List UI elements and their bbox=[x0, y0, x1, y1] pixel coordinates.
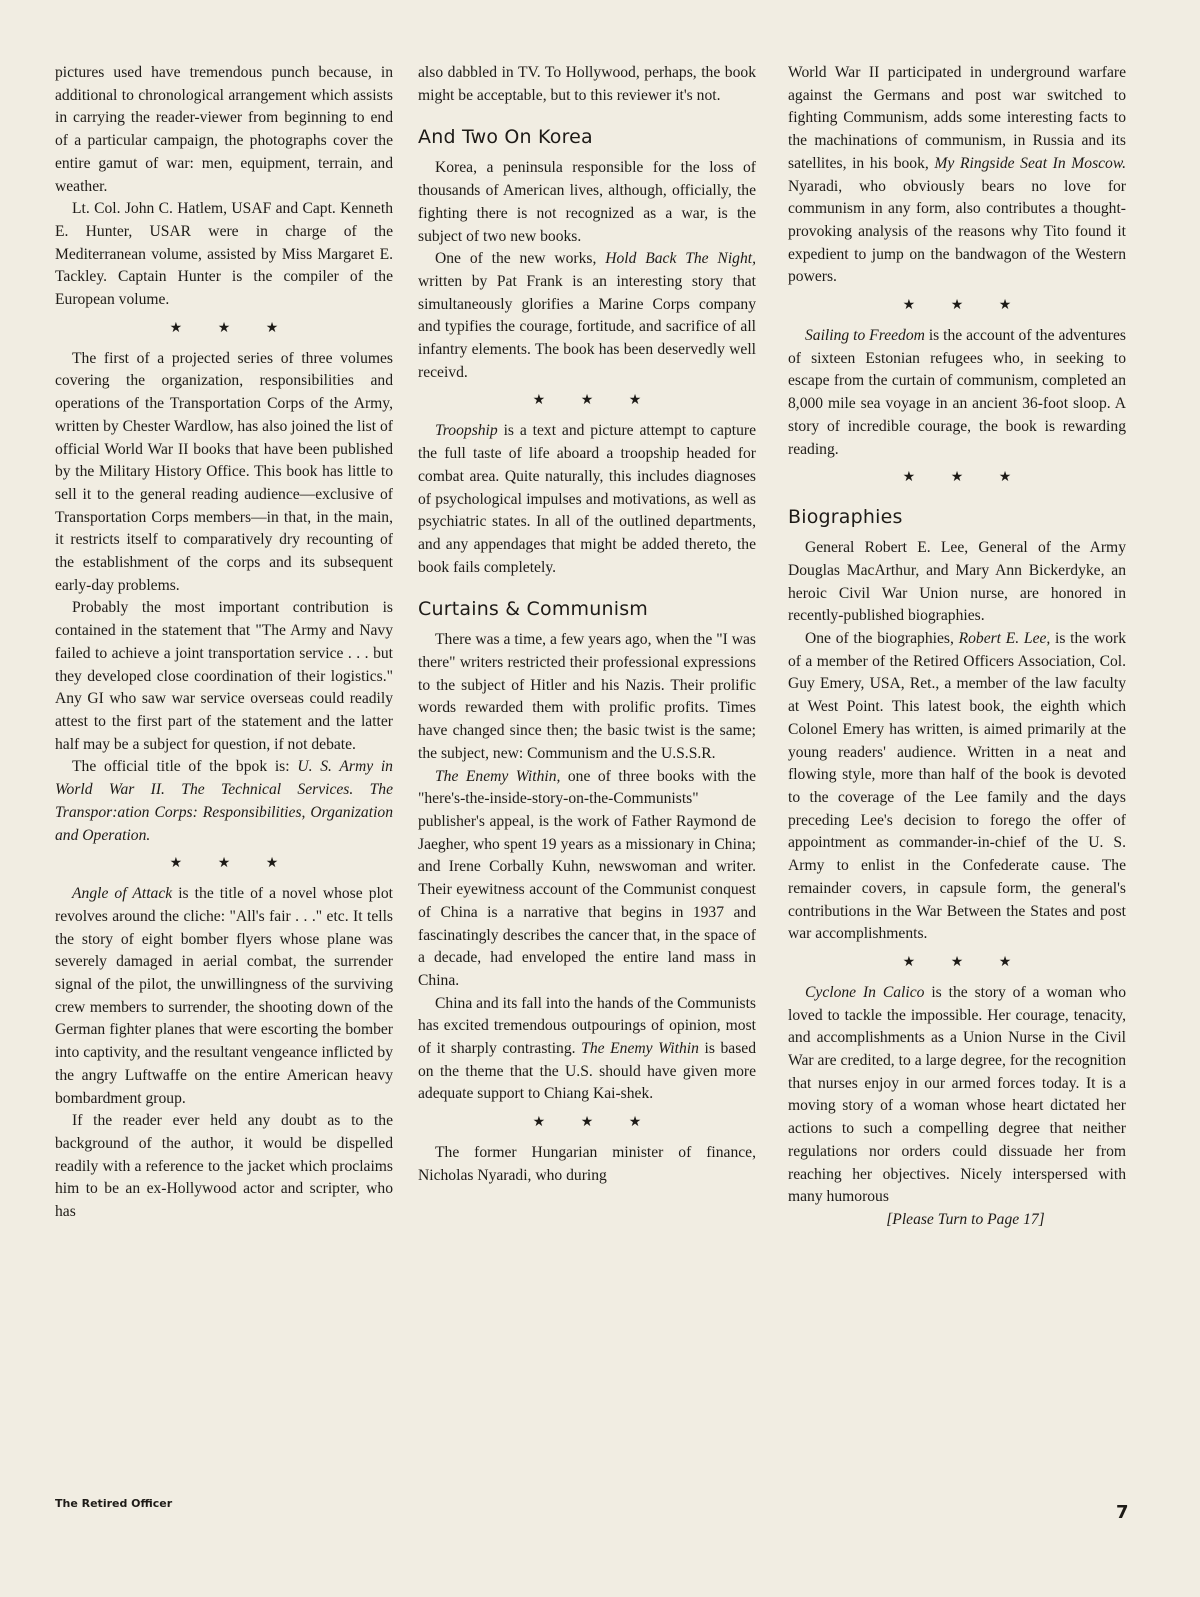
section-separator: ★ ★ ★ bbox=[532, 393, 658, 409]
paragraph bbox=[418, 766, 756, 993]
section-separator: ★ ★ ★ bbox=[532, 1115, 658, 1131]
book-title: Hold Back The Night, bbox=[605, 250, 756, 268]
paragraph-text: One of the biographies, bbox=[805, 630, 959, 648]
column-3 bbox=[788, 62, 1126, 1232]
paragraph: General Robert E. Lee, General of the Army Douglas MacArthur, and Mary Ann Bickerdyke, an heroic Civil War Union nurse, are honored in recently-published biographies. bbox=[788, 539, 1126, 625]
section-separator: ★ ★ ★ bbox=[902, 954, 1028, 970]
paragraph-text: written by Pat Frank is an interesting story that simultaneously glorifies a Marine Corps company and typifies the courage, fortitude, and sacrifice of all infantry elements. The book has been deservedly well receivd. bbox=[418, 272, 756, 381]
paragraph-text: is a text and picture attempt to capture the full taste of life aboard a troopship headed for combat area. Quite naturally, this includes diagnoses of psychological impulses and motivations, as well as psychiatric states. In all of the outlined departments, and any appendages that might be added thereto, the book fails completely. bbox=[418, 422, 756, 576]
section-heading: And Two On Korea bbox=[418, 126, 593, 149]
paragraph: The former Hungarian minister of finance, Nicholas Nyaradi, who during bbox=[418, 1144, 756, 1184]
column-1 bbox=[55, 62, 393, 1224]
paragraph: The first of a projected series of three volumes covering the organization, responsibilities and operations of the Transportation Corps of the Army, written by Chester Wardlow, has also joined the list of official World War II books that have been published by the Military History Office. This book has little to sell it to the general reading audience—exclusive of Transportation Corps members—in that, in the main, it restricts itself to comparatively dry recounting of the establishment of the corps and its subsequent early-day problems. bbox=[55, 349, 393, 594]
section-heading: Curtains & Communism bbox=[418, 598, 649, 621]
continuation-note: [Please Turn to Page 17] bbox=[886, 1210, 1045, 1228]
paragraph bbox=[55, 883, 393, 1110]
book-title: The Enemy Within, bbox=[435, 767, 561, 785]
paragraph bbox=[788, 982, 1126, 1209]
paragraph-text: Nyaradi, who obviously bears no love for communism in any form, also contributes a thought-provoking analysis of the reasons why Tito found it expedient to jump on the bandwagon of the Western powers. bbox=[788, 177, 1126, 286]
paragraph bbox=[55, 756, 393, 847]
paragraph: also dabbled in TV. To Hollywood, perhaps, the book might be acceptable, but to this reviewer it's not. bbox=[418, 64, 756, 104]
page-number: 7 bbox=[1116, 1502, 1129, 1523]
paragraph bbox=[418, 248, 756, 384]
paragraph-text: World War II participated in underground warfare against the Germans and post war switched to fighting Communism, adds some interesting facts to the machinations of communism, in Russia and its satellites, in his book, bbox=[788, 64, 1126, 172]
book-title: My Ringside Seat In Moscow. bbox=[934, 154, 1126, 172]
section-separator: ★ ★ ★ bbox=[169, 320, 295, 336]
paragraph bbox=[418, 420, 756, 579]
paragraph-text: is based on the theme that the U.S. should have given more adequate support to Chiang Kai-shek. bbox=[418, 1040, 757, 1103]
section-separator: ★ ★ ★ bbox=[902, 298, 1028, 314]
section-separator: ★ ★ ★ bbox=[169, 856, 295, 872]
paragraph-text: one of three books with the "here's-the-inside-story-on-the-Communists" publisher's appeal, is the work of Father Raymond de Jaegher, who spent 19 years as a missionary in China; and Irene Corbally Kuhn, newswoman and writer. Their eyewitness account of the Communist conquest of China is a narrative that begins in 1937 and fascinatingly describes the cancer that, in the space of a decade, had enveloped the entire land mass in China. bbox=[418, 767, 756, 989]
book-title: Robert E. Lee, bbox=[958, 630, 1051, 648]
book-title: Troopship bbox=[435, 422, 498, 440]
paragraph-text: is the work of a member of the Retired Officers Association, Col. Guy Emery, USA, Ret., a member of the law faculty at West Point. This latest book, the eighth which Colonel Emery has written, is aimed primarily at the young readers' audience. Written in a neat and flowing style, more than half of the book is devoted to the coverage of the Lee family and the days preceding Lee's decision to forego the offer of appointment as commander-in-chief of the U. S. Army to enlist in the Confederate cause. The remainder covers, in capsule form, the general's contributions in the War Between the States and post war accomplishments. bbox=[788, 630, 1126, 943]
book-title: Sailing to Freedom bbox=[805, 327, 925, 345]
paragraph: Probably the most important contribution is contained in the statement that "The Army and Navy failed to achieve a joint transportation service . . . but they developed close coordination of their logistics." Any GI who saw war service overseas could readily attest to the first part of the statement and the latter half may be a subject for question, if not debate. bbox=[55, 599, 393, 753]
publication-name: The Retired Officer bbox=[55, 1497, 173, 1510]
paragraph: Lt. Col. John C. Hatlem, USAF and Capt. Kenneth E. Hunter, USAR were in charge of the Mediterranean volume, assisted by Miss Margaret E. Tackley. Captain Hunter is the compiler of the European volume. bbox=[55, 200, 393, 309]
paragraph-text: is the account of the adventures of sixteen Estonian refugees who, in seeking to escape from the curtain of communism, completed an 8,000 mile sea voyage in an ancient 36-foot sloop. A story of incredible courage, the book is rewarding reading. bbox=[788, 327, 1126, 458]
paragraph-text: is the story of a woman who loved to tackle the impossible. Her courage, tenacity, and accomplishments as a Union Nurse in the Civil War are credited, to a large degree, for the recognition that nurses enjoy in our armed forces today. It is a moving story of a woman whose heart dictated her actions to such a compelling degree that neither regulations nor orders could dissuade her from reaching her objectives. Nicely interspersed with many humorous bbox=[788, 983, 1126, 1206]
book-title: U. S. Army in World War II. The Technical Services. The Transpor:ation Corps: Responsibilities, Organization and Operation. bbox=[55, 758, 393, 844]
paragraph: If the reader ever held any doubt as to the background of the author, it would be dispelled readily with a reference to the jacket which proclaims him to be an ex-Hollywood actor and scripter, who has bbox=[55, 1112, 393, 1221]
paragraph: pictures used have tremendous punch because, in additional to chronological arrangement which assists in carrying the reader-viewer from beginning to end of a particular campaign, the photographs cover the entire gamut of war: men, equipment, terrain, and weather. bbox=[55, 64, 393, 195]
paragraph bbox=[788, 62, 1126, 289]
section-heading: Biographies bbox=[788, 506, 903, 529]
paragraph: There was a time, a few years ago, when the "I was there" writers restricted their professional expressions to the subject of Hitler and his Nazis. Their prolific words rewarded them with prolific profits. Times have changed since then; the basic twist is the same; the subject, new: Communism and the U.S.S.R. bbox=[418, 631, 756, 762]
book-title: Cyclone In Calico bbox=[805, 983, 925, 1001]
section-separator: ★ ★ ★ bbox=[902, 470, 1028, 486]
paragraph-text: is the title of a novel whose plot revolves around the cliche: "All's fair . . ." etc. It tells the story of eight bomber flyers whose plane was severely damaged in aerial combat, the surrender signal of the pilot, the unwillingness of the surviving crew members to surrender, the shooting down of the German fighter planes that were escorting the bomber into captivity, and the resultant vengeance inflicted by the angry Luftwaffe on the entire American heavy bombardment group. bbox=[55, 885, 393, 1107]
column-2 bbox=[418, 62, 756, 1188]
book-title: Angle of Attack bbox=[72, 885, 173, 903]
paragraph-text: One of the new works, bbox=[435, 250, 606, 268]
paragraph-text: The official title of the bpok is: bbox=[72, 758, 298, 776]
paragraph-text: China and its fall into the hands of the Communists has excited tremendous outpourings of opinion, most of it sharply contrasting. bbox=[418, 994, 756, 1058]
paragraph bbox=[418, 993, 756, 1107]
paragraph: Korea, a peninsula responsible for the loss of thousands of American lives, although, officially, the fighting there is not recognized as a war, is the subject of two new books. bbox=[418, 159, 756, 245]
book-title: The Enemy Within bbox=[581, 1040, 699, 1058]
paragraph bbox=[788, 325, 1126, 461]
paragraph bbox=[788, 628, 1126, 946]
